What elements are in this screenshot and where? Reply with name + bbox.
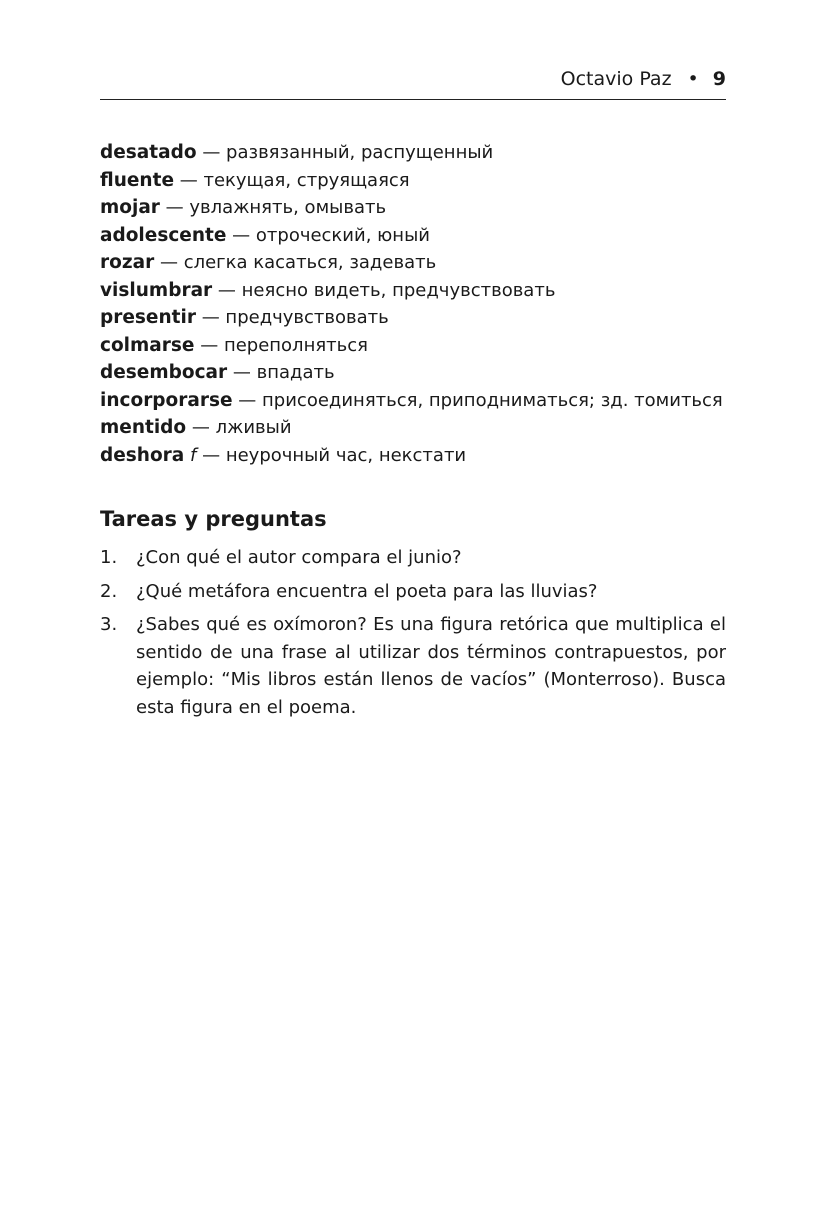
vocabulary-translation: текущая, струящаяся xyxy=(203,169,410,191)
vocabulary-dash: — xyxy=(232,224,251,246)
vocabulary-term: desembocar xyxy=(100,362,228,383)
vocabulary-entry xyxy=(100,222,740,250)
vocabulary-entry xyxy=(100,249,740,277)
vocabulary-gender: f xyxy=(190,444,197,466)
vocabulary-list xyxy=(100,139,740,469)
vocabulary-entry xyxy=(100,442,740,470)
vocabulary-dash: — xyxy=(200,334,219,356)
task-text: ¿Qué metáfora encuentra el poeta para las lluvias? xyxy=(136,580,598,602)
vocabulary-dash: — xyxy=(238,389,257,411)
vocabulary-term: deshora xyxy=(100,444,185,466)
vocabulary-term: rozar xyxy=(100,252,155,273)
vocabulary-dash: — xyxy=(165,197,184,218)
vocabulary-dash: — xyxy=(202,142,221,163)
running-head xyxy=(100,66,726,92)
task-number: 1. xyxy=(100,547,118,568)
vocabulary-entry xyxy=(100,304,740,332)
vocabulary-term: adolescente xyxy=(100,224,227,246)
vocabulary-translation: отроческий, юный xyxy=(255,224,430,246)
vocabulary-translation: развязанный, распущенный xyxy=(226,142,494,163)
vocabulary-entry xyxy=(100,414,740,442)
vocabulary-dash: — xyxy=(202,444,221,466)
vocabulary-translation: неясно видеть, предчувствовать xyxy=(241,279,556,301)
vocabulary-term: mentido xyxy=(100,417,187,438)
vocabulary-dash: — xyxy=(179,169,198,191)
vocabulary-term: mojar xyxy=(100,197,160,218)
vocabulary-translation: впадать xyxy=(256,362,335,383)
vocabulary-dash: — xyxy=(217,279,236,301)
vocabulary-term: fluente xyxy=(100,169,174,191)
vocabulary-dash: — xyxy=(232,362,251,383)
task-text: ¿Sabes qué es oxímoron? Es una figura retórica que multiplica el sentido de una frase al utilizar dos términos contrapuestos, por ejemplo: “Mis libros están llenos de vacíos” (Monterroso). Busca esta figura en el poema. xyxy=(136,614,726,718)
vocabulary-translation: увлажнять, омывать xyxy=(189,197,387,218)
task-text: ¿Con qué el autor compara el junio? xyxy=(136,547,462,568)
vocabulary-entry xyxy=(100,359,740,387)
task-number: 2. xyxy=(100,580,118,602)
running-head-separator: • xyxy=(687,68,699,90)
task-item xyxy=(100,578,726,606)
vocabulary-term: incorporarse xyxy=(100,389,233,411)
vocabulary-term: vislumbrar xyxy=(100,279,213,301)
vocabulary-dash: — xyxy=(191,417,210,438)
vocabulary-term: desatado xyxy=(100,142,197,163)
vocabulary-translation: неурочный час, некстати xyxy=(225,444,467,466)
running-head-author: Octavio Paz xyxy=(560,68,672,90)
section-title: Tareas y preguntas xyxy=(100,507,327,531)
vocabulary-entry xyxy=(100,167,740,195)
vocabulary-translation: присоединяться, приподниматься; зд. томиться xyxy=(262,389,723,411)
vocabulary-term: presentir xyxy=(100,307,196,328)
vocabulary-translation: предчувствовать xyxy=(225,307,389,328)
vocabulary-translation: слегка касаться, задевать xyxy=(183,252,437,273)
page-number: 9 xyxy=(712,68,726,90)
vocabulary-entry xyxy=(100,139,740,167)
vocabulary-translation: переполняться xyxy=(223,334,368,356)
task-list xyxy=(100,544,726,727)
task-item xyxy=(100,544,726,572)
vocabulary-entry xyxy=(100,194,740,222)
vocabulary-entry xyxy=(100,277,740,305)
vocabulary-dash: — xyxy=(201,307,220,328)
task-item xyxy=(100,611,726,721)
task-number: 3. xyxy=(100,614,118,635)
vocabulary-entry xyxy=(100,332,740,360)
vocabulary-entry xyxy=(100,387,740,415)
header-rule xyxy=(100,99,726,100)
vocabulary-term: colmarse xyxy=(100,334,195,356)
vocabulary-dash: — xyxy=(159,252,178,273)
vocabulary-translation: лживый xyxy=(215,417,292,438)
